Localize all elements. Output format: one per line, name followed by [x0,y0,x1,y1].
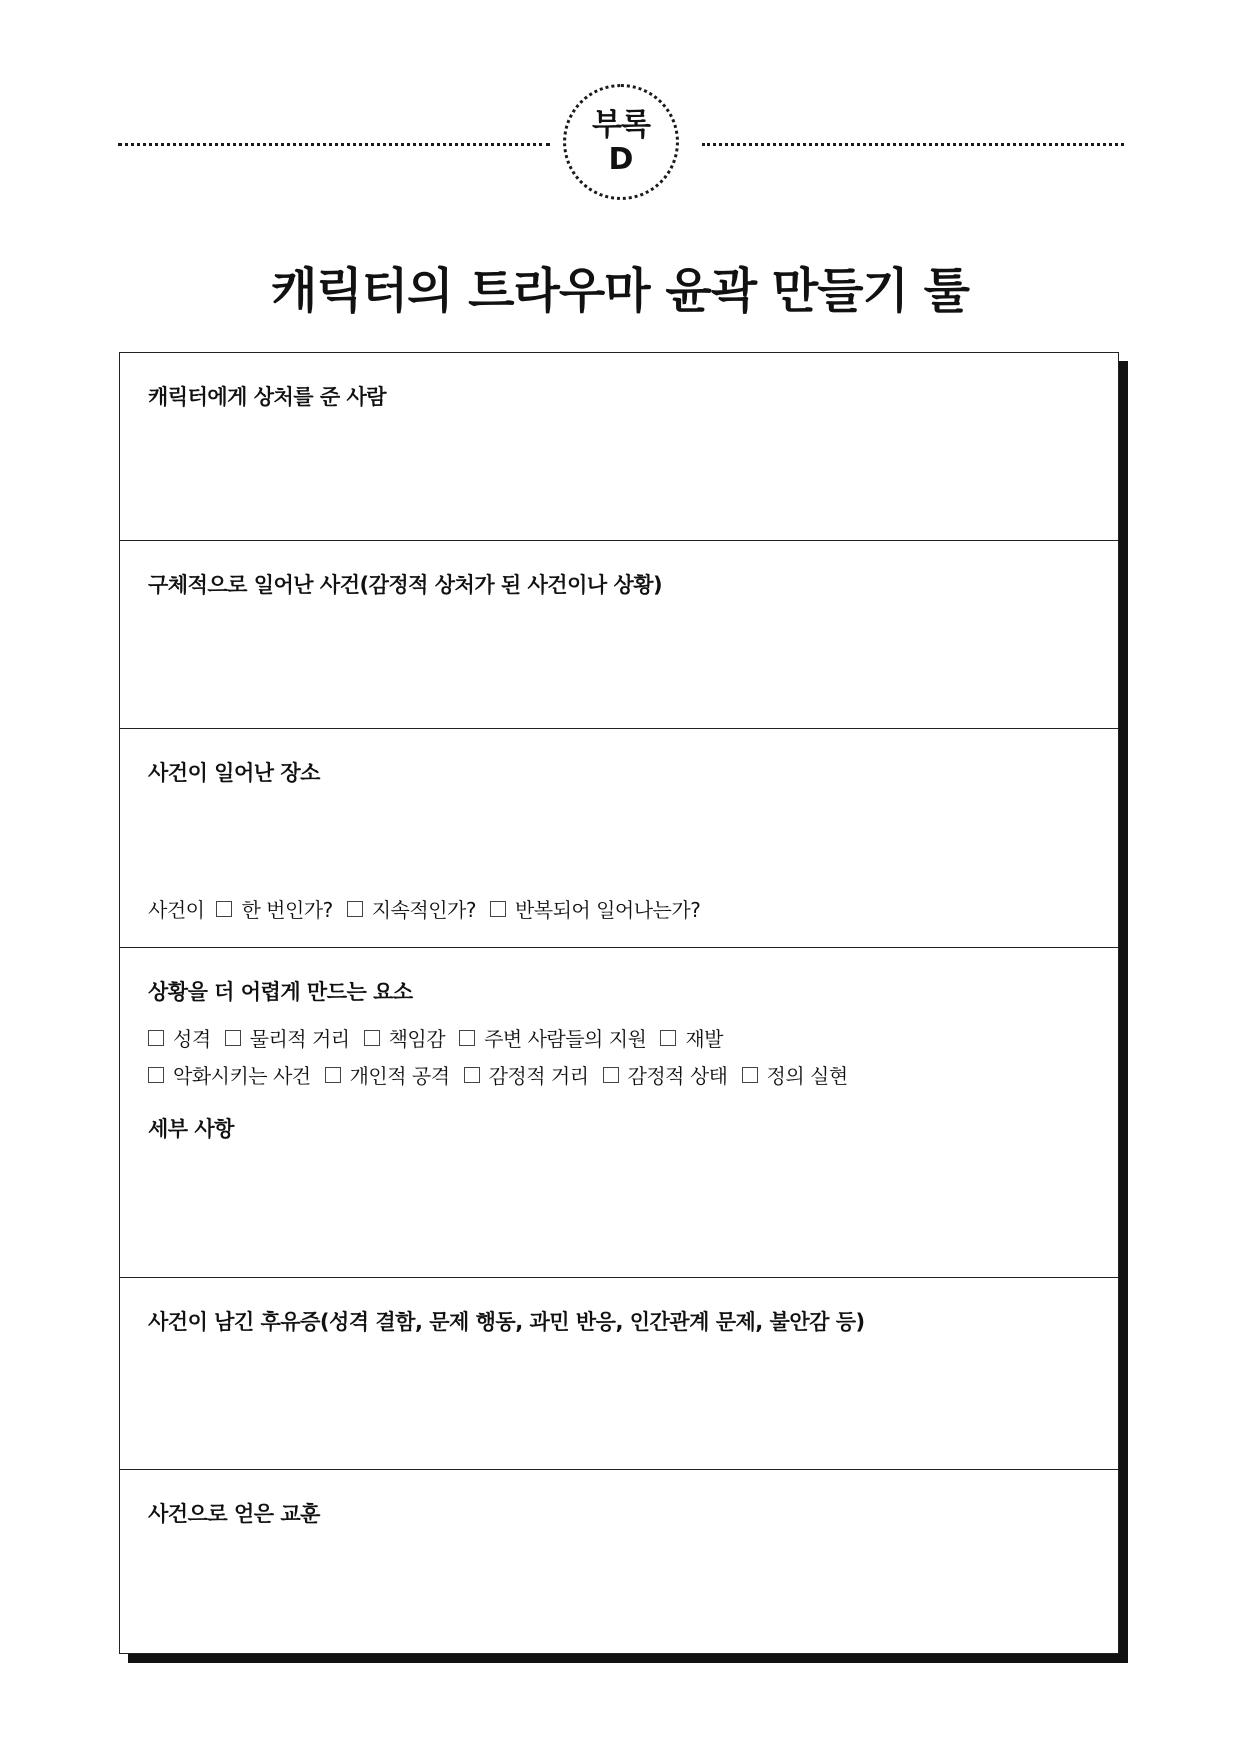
dotted-rule-right [702,143,1124,146]
checkbox[interactable] [148,1067,164,1083]
section-aggravating-factors[interactable] [120,948,1118,1278]
option-repeated[interactable]: 반복되어 일어나는가? [490,894,700,923]
checkbox[interactable] [364,1030,380,1046]
checkbox[interactable] [660,1030,676,1046]
checkbox[interactable] [225,1030,241,1046]
option-recurrence[interactable]: 재발 [660,1023,723,1052]
frequency-row [148,894,714,923]
checkbox[interactable] [216,901,232,917]
trauma-outline-form [119,352,1119,1654]
checkbox[interactable] [742,1067,758,1083]
option-emotional-state[interactable]: 감정적 상태 [603,1060,728,1089]
option-continuous[interactable]: 지속적인가? [347,894,476,923]
factors-row-2 [148,1060,862,1089]
section-aftermath-label: 사건이 남긴 후유증(성격 결함, 문제 행동, 과민 반응, 인간관계 문제, 불안감 등) [148,1310,865,1334]
appendix-letter: D [608,142,634,177]
detail-label: 세부 사항 [148,1117,234,1141]
checkbox[interactable] [459,1030,475,1046]
option-personality[interactable]: 성격 [148,1023,211,1052]
checkbox[interactable] [490,901,506,917]
checkbox[interactable] [347,901,363,917]
checkbox[interactable] [603,1067,619,1083]
checkbox[interactable] [464,1067,480,1083]
section-aftermath[interactable] [120,1278,1118,1470]
appendix-badge [563,84,679,200]
section-place[interactable] [120,729,1118,948]
frequency-prefix: 사건이 [148,898,205,922]
appendix-label: 부록 [592,107,650,143]
option-support[interactable]: 주변 사람들의 지원 [459,1023,646,1052]
option-personal-attack[interactable]: 개인적 공격 [325,1060,450,1089]
page-title: 캐릭터의 트라우마 윤곽 만들기 툴 [271,263,969,319]
option-responsibility[interactable]: 책임감 [364,1023,445,1052]
section-factors-label: 상황을 더 어렵게 만드는 요소 [148,980,413,1004]
option-once[interactable]: 한 번인가? [216,894,332,923]
option-emotional-distance[interactable]: 감정적 거리 [464,1060,589,1089]
section-event-label: 구체적으로 일어난 사건(감정적 상처가 된 사건이나 상황) [148,573,663,597]
section-lesson-label: 사건으로 얻은 교훈 [148,1502,320,1526]
dotted-rule-left [118,143,550,146]
factors-row-1 [148,1023,737,1052]
section-person-label: 캐릭터에게 상처를 준 사람 [148,385,387,409]
section-event[interactable] [120,541,1118,729]
option-worsening-event[interactable]: 악화시키는 사건 [148,1060,311,1089]
checkbox[interactable] [325,1067,341,1083]
section-person[interactable] [120,353,1118,541]
section-place-label: 사건이 일어난 장소 [148,761,320,785]
checkbox[interactable] [148,1030,164,1046]
option-physical-distance[interactable]: 물리적 거리 [225,1023,350,1052]
section-lesson[interactable] [120,1470,1118,1653]
option-justice[interactable]: 정의 실현 [742,1060,848,1089]
